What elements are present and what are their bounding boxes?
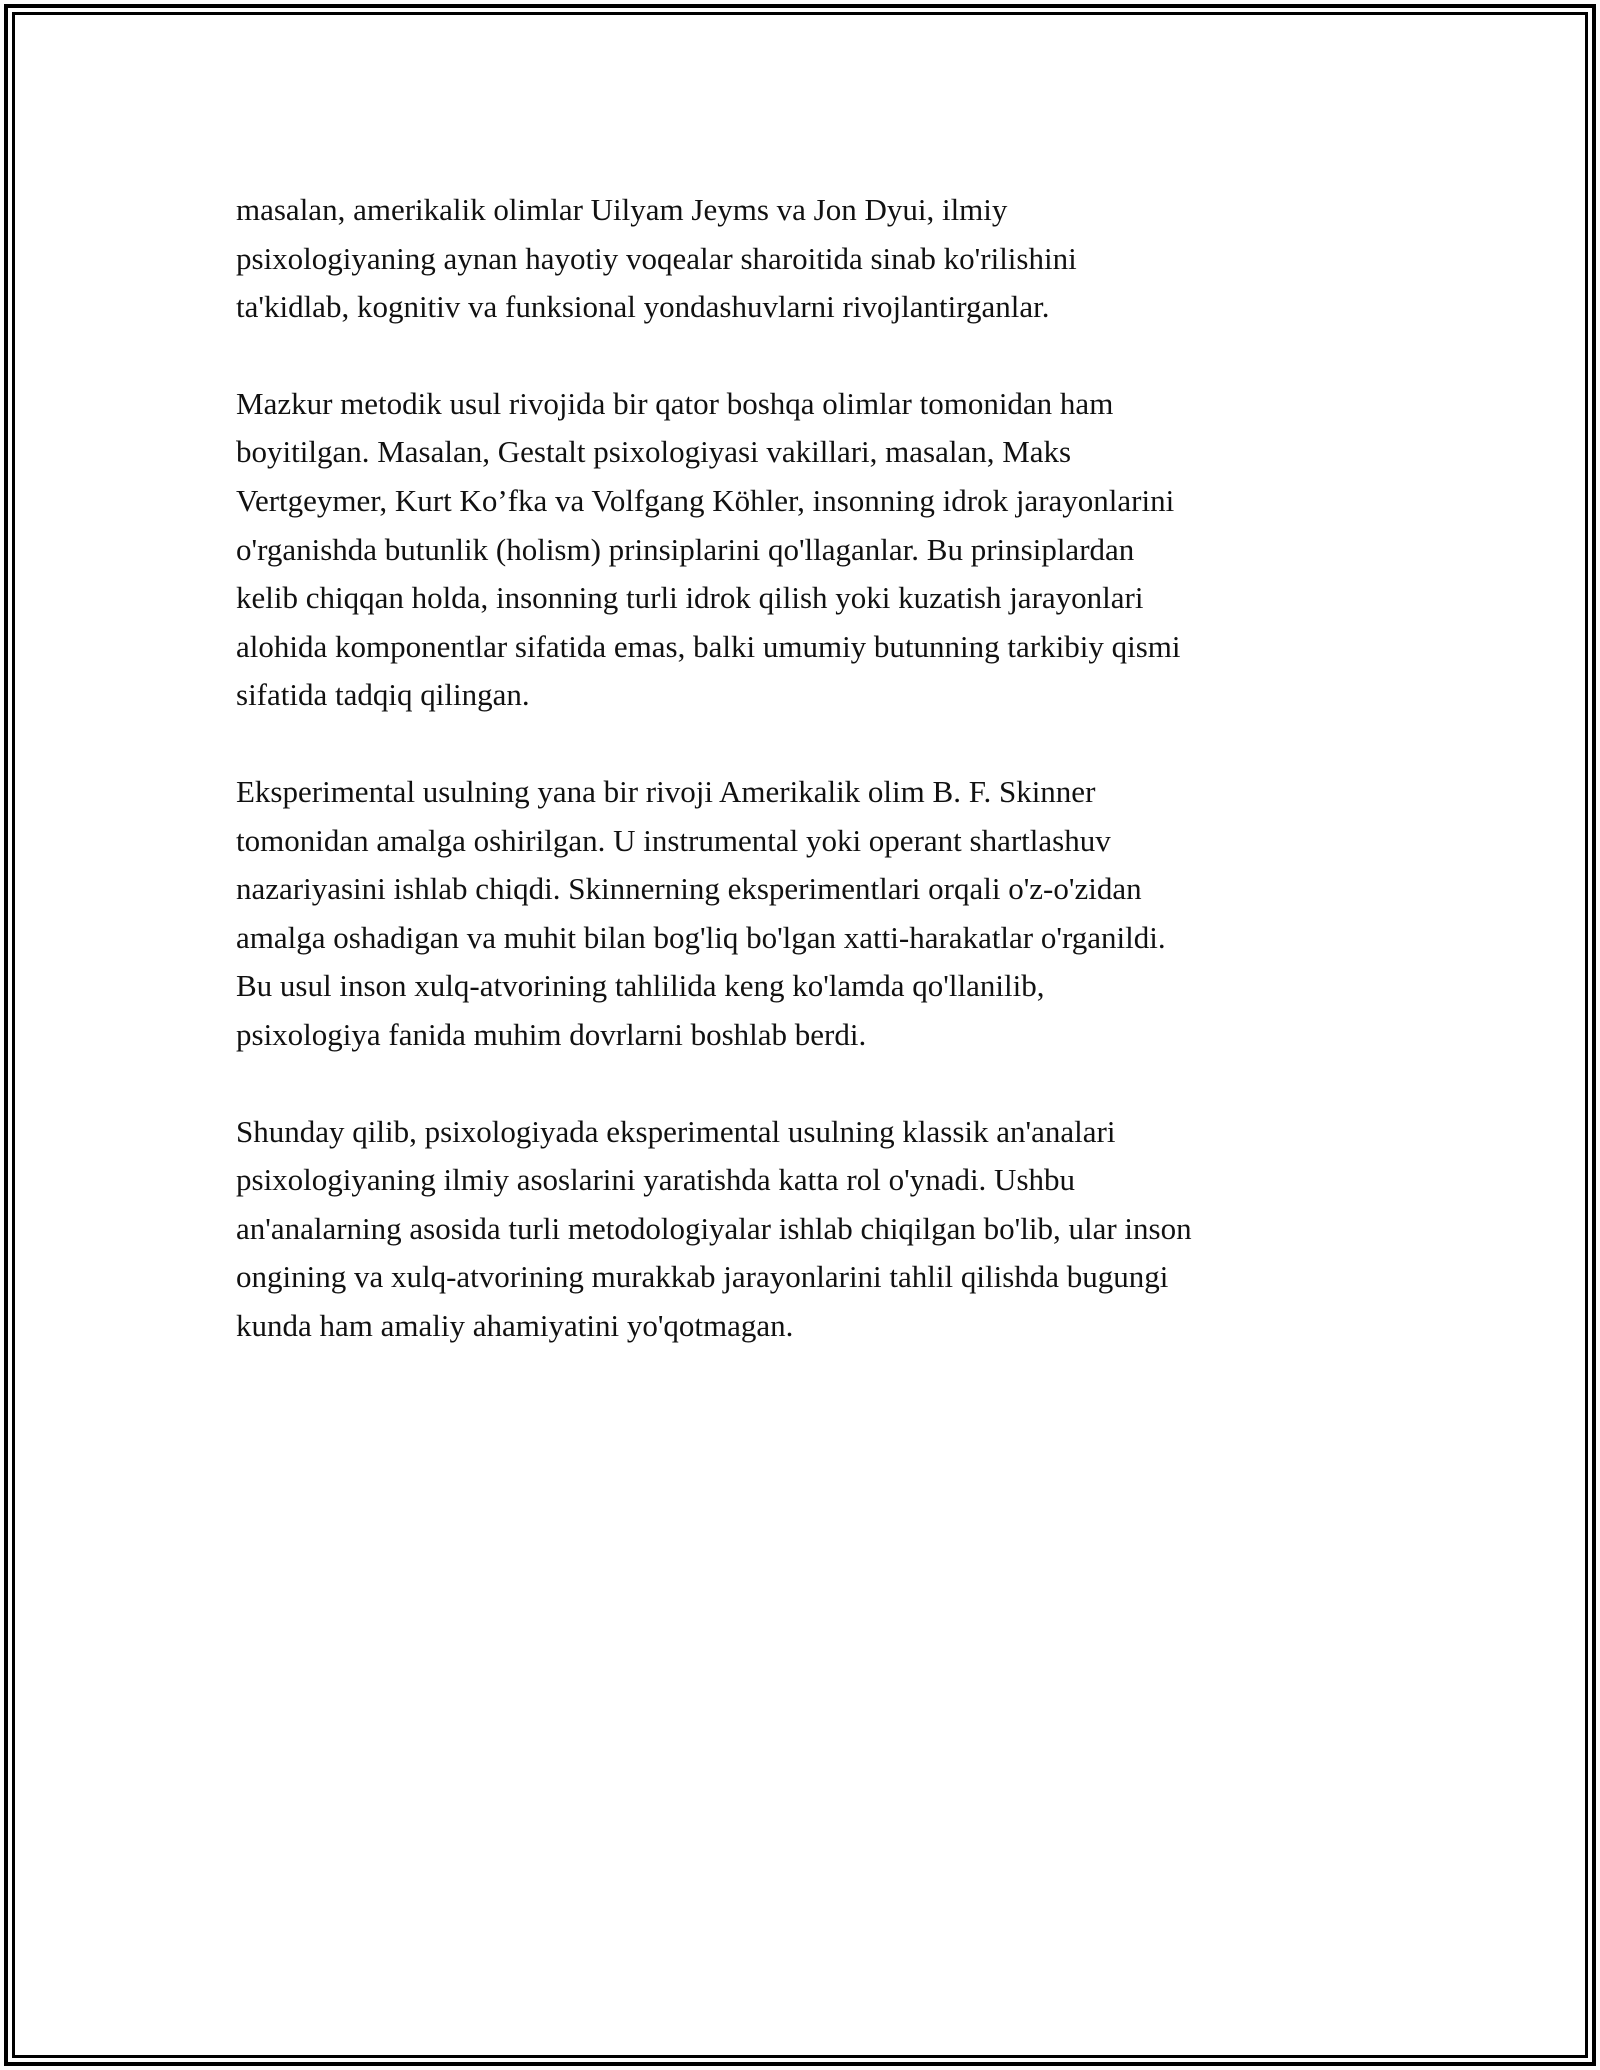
paragraph-4: Shunday qilib, psixologiyada eksperimental usulning klassik an'analari psixologiyaning ilmiy asoslarini yaratishda katta rol o'ynadi. Ushbu an'analarning asosida turli metodologiyalar ishlab chiqilgan bo'lib, ular inson ongining va xulq-atvorining murakkab jarayonlarini tahlil qilishda bugungi kunda ham amaliy ahamiyatini yo'qotmagan. [236, 1113, 1192, 1343]
paragraph-3: Eksperimental usulning yana bir rivoji Amerikalik olim B. F. Skinner tomonidan amalga oshirilgan. U instrumental yoki operant shartlashuv nazariyasini ishlab chiqdi. Skinnerning eksperimentlari orqali o'z-o'zidan amalga oshadigan va muhit bilan bog'liq bo'lgan xatti-harakatlar o'rganildi. Bu usul inson xulq-atvorining tahlilida keng ko'lamda qo'llanilib, psixologiya fanida muhim dovrlarni boshlab berdi. [236, 773, 1166, 1052]
document-body [236, 186, 1386, 1398]
paragraph-2: Mazkur metodik usul rivojida bir qator boshqa olimlar tomonidan ham boyitilgan. Masalan, Gestalt psixologiyasi vakillari, masalan, Maks Vertgeymer, Kurt Ko’fka va Volfgang Köhler, insonning idrok jarayonlarini o'rganishda butunlik (holism) prinsiplarini qo'llaganlar. Bu prinsiplardan kelib chiqqan holda, insonning turli idrok qilish yoki kuzatish jarayonlari alohida komponentlar sifatida emas, balki umumiy butunning tarkibiy qismi sifatida tadqiq qilingan. [236, 385, 1181, 713]
paragraph-1: masalan, amerikalik olimlar Uilyam Jeyms va Jon Dyui, ilmiy psixologiyaning aynan hayotiy voqealar sharoitida sinab ko'rilishini ta'kidlab, kognitiv va funksional yondashuvlarni rivojlantirganlar. [236, 192, 1077, 325]
